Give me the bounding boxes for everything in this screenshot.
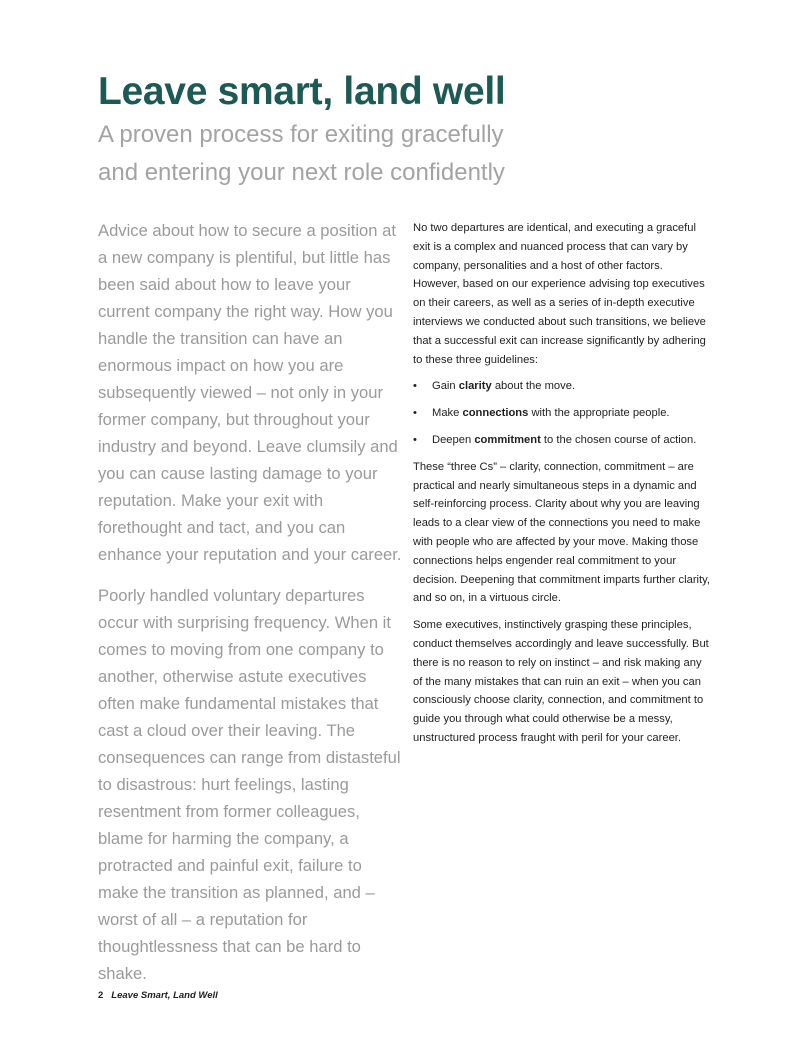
bullet-icon: • (413, 407, 417, 420)
guideline-text: Make (432, 407, 463, 420)
page-footer (98, 990, 218, 1001)
guidelines-list (413, 377, 711, 449)
guideline-connections (413, 404, 711, 423)
page-subtitle (98, 116, 658, 192)
publication-title: Leave Smart, Land Well (111, 990, 218, 1001)
guideline-keyword: connections (462, 407, 529, 420)
guideline-text: Deepen (432, 433, 475, 446)
guideline-text: to the chosen course of action. (540, 433, 697, 446)
guideline-keyword: clarity (458, 380, 492, 393)
guideline-commitment (413, 431, 711, 450)
lead-paragraph-2: Poorly handled voluntary departures occur with surprising frequency. When it comes to moving from one company to another, otherwise astute executives often make fundamental mistakes that cast a cloud over their leaving. The consequences can range from distasteful to disastrous: hurt feelings, lasting resentment from former colleagues, blame for harming the company, a protracted and painful exit, failure to make the transition as planned, and – worst of all – a reputation for thoughtlessness that can be hard to shake. (98, 586, 401, 983)
body-paragraph-3: Some executives, instinctively grasping these principles, conduct themselves accordingly and leave successfully. But there is no reason to rely on instinct – and risk making any of the many mistakes that can ruin an exit – when you can consciously choose clarity, connection, and commitment to guide you through what could otherwise be a messy, unstructured process fraught with peril for your career. (413, 619, 709, 744)
page-title: Leave smart, land well (98, 70, 506, 113)
guideline-clarity (413, 377, 711, 396)
lead-column (98, 217, 403, 1001)
bullet-icon: • (413, 380, 417, 393)
guideline-text: with the appropriate people. (528, 407, 670, 420)
bullet-icon: • (413, 433, 417, 446)
guideline-keyword: commitment (474, 433, 541, 446)
guideline-text: about the move. (491, 380, 576, 393)
lead-paragraph-1: Advice about how to secure a position at a new company is plentiful, but little has been said about how to leave your current company the right way. How you handle the transition can have an enormous impact on how you are subsequently viewed – not only in your former company, but throughout your industry and beyond. Leave clumsily and you can cause lasting damage to your reputation. Make your exit with forethought and tact, and you can enhance your reputation and your career. (98, 221, 402, 564)
body-column (413, 219, 711, 756)
body-intro-paragraph: No two departures are identical, and executing a graceful exit is a complex and nuanced process that can vary by company, personalities and a host of other factors. However, based on our experience advising top executives on their careers, as well as a series of in-depth executive interviews we conducted about such transitions, we believe that a successful exit can increase significantly by adhering to these three guidelines: (413, 222, 706, 366)
guideline-text: Gain (432, 380, 459, 393)
page-number: 2 (98, 990, 104, 1001)
subtitle-line-1: A proven process for exiting gracefully (98, 121, 504, 148)
body-paragraph-2: These “three Cs” – clarity, connection, commitment – are practical and nearly simultaneous steps in a dynamic and self-reinforcing process. Clarity about why you are leaving leads to a clear view of the connections you need to make with people who are affected by your move. Making those connections helps engender real commitment to your decision. Deepening that commitment imparts further clarity, and so on, in a virtuous circle. (413, 460, 711, 605)
subtitle-line-2: and entering your next role confidently (98, 159, 505, 186)
